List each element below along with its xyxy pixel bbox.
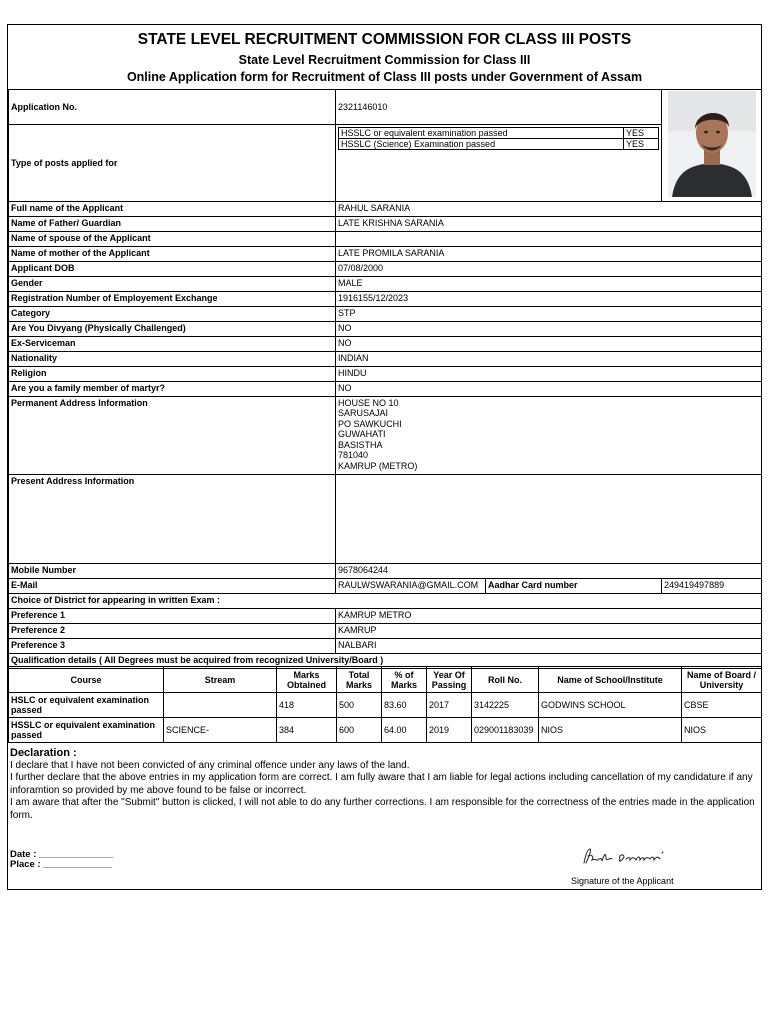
- post-name: HSSLC or equivalent examination passed: [339, 128, 624, 139]
- address-line: HOUSE NO 10: [338, 397, 399, 408]
- permanent-address-label: Permanent Address Information: [9, 396, 336, 474]
- qualification-table: [8, 666, 762, 743]
- mobile-label: Mobile Number: [9, 563, 336, 578]
- application-form: [7, 24, 762, 890]
- address-line: PO SAWKUCHI: [338, 418, 402, 429]
- field-row: [9, 246, 762, 261]
- col-header: Name of Board / University: [682, 667, 762, 693]
- qual-cell: CBSE: [682, 693, 762, 718]
- qualification-header-row: [9, 667, 762, 693]
- qual-cell: 418: [277, 693, 337, 718]
- address-line: BASISTHA: [338, 439, 383, 450]
- qual-cell: 83.60: [382, 693, 427, 718]
- field-value: HINDU: [336, 366, 762, 381]
- declaration-line: I further declare that the above entries in my application form are correct. I am fully aware that I am liable for legal actions including cancellation of my candidature if any inforamtion so provided by me above found to be false or incorrect.: [10, 772, 753, 796]
- date-field: Date : ______________: [10, 849, 114, 860]
- col-header: % of Marks: [382, 667, 427, 693]
- post-value: YES: [624, 128, 659, 139]
- post-row: [339, 128, 659, 139]
- field-value: LATE PROMILA SARANIA: [336, 246, 762, 261]
- qual-cell: 2019: [427, 718, 472, 743]
- posts-label: Type of posts applied for: [9, 125, 336, 201]
- qual-cell: NIOS: [539, 718, 682, 743]
- form-subtitle-2: Online Application form for Recruitment of Class III posts under Government of Assam: [126, 70, 643, 84]
- col-header: Year Of Passing: [427, 667, 472, 693]
- col-header: Total Marks: [337, 667, 382, 693]
- declaration-title: Declaration :: [10, 747, 77, 759]
- qual-cell: HSSLC or equivalent examination passed: [9, 718, 164, 743]
- col-header: Name of School/Institute: [539, 667, 682, 693]
- mobile-value: 9678064244: [336, 563, 762, 578]
- field-label: Are You Divyang (Physically Challenged): [9, 321, 336, 336]
- form-subtitle: State Level Recruitment Commission for Class III: [238, 53, 531, 67]
- qual-cell: 500: [337, 693, 382, 718]
- field-label: Name of Father/ Guardian: [9, 216, 336, 231]
- form-title: STATE LEVEL RECRUITMENT COMMISSION FOR CLASS III POSTS: [137, 31, 632, 48]
- field-row: [9, 321, 762, 336]
- preference-row: [9, 623, 762, 638]
- field-row: [9, 261, 762, 276]
- qual-cell: GODWINS SCHOOL: [539, 693, 682, 718]
- address-line: KAMRUP (METRO): [338, 460, 418, 471]
- qual-cell: NIOS: [682, 718, 762, 743]
- applicant-photo-image: [668, 91, 756, 197]
- present-address-label: Present Address Information: [9, 474, 336, 563]
- place-field: Place : _____________: [10, 859, 112, 870]
- field-value: INDIAN: [336, 351, 762, 366]
- field-value: RAHUL SARANIA: [336, 201, 762, 216]
- post-row: [339, 139, 659, 150]
- qual-cell: 2017: [427, 693, 472, 718]
- preference-label: Preference 3: [9, 638, 336, 653]
- field-label: Nationality: [9, 351, 336, 366]
- field-label: Registration Number of Employement Exchange: [9, 291, 336, 306]
- field-label: Full name of the Applicant: [9, 201, 336, 216]
- applicant-details-table: [8, 89, 762, 669]
- declaration-line: I am aware that after the "Submit" button is clicked, I will not able to do any further corrections. I am responsible for the correctness of the entries made in the application form.: [10, 797, 755, 821]
- signature-caption: Signature of the Applicant: [571, 876, 674, 886]
- field-label: Ex-Serviceman: [9, 336, 336, 351]
- present-address-value: [336, 474, 762, 563]
- field-row: [9, 366, 762, 381]
- address-line: GUWAHATI: [338, 429, 386, 439]
- field-row: [9, 291, 762, 306]
- field-row: [9, 201, 762, 216]
- field-label: Category: [9, 306, 336, 321]
- declaration: [10, 747, 758, 822]
- posts-table: [338, 127, 659, 150]
- field-row: [9, 381, 762, 396]
- field-value: 07/08/2000: [336, 261, 762, 276]
- col-header: Stream: [164, 667, 277, 693]
- field-value: MALE: [336, 276, 762, 291]
- qual-cell: [164, 693, 277, 718]
- permanent-address-value: [336, 396, 762, 474]
- field-row: [9, 216, 762, 231]
- application-no-label: Application No.: [9, 90, 336, 125]
- qual-cell: 384: [277, 718, 337, 743]
- district-heading: Choice of District for appearing in written Exam :: [9, 593, 762, 608]
- preference-label: Preference 1: [9, 608, 336, 623]
- qualification-row: [9, 718, 762, 743]
- field-row: [9, 351, 762, 366]
- aadhar-label: Aadhar Card number: [486, 578, 662, 593]
- field-value: STP: [336, 306, 762, 321]
- col-header: Roll No.: [472, 667, 539, 693]
- field-row: [9, 276, 762, 291]
- applicant-photo: [662, 90, 762, 202]
- field-label: Name of mother of the Applicant: [9, 246, 336, 261]
- field-row: [9, 336, 762, 351]
- address-line: SARUSAJAI: [338, 408, 389, 418]
- field-label: Are you a family member of martyr?: [9, 381, 336, 396]
- field-value: [336, 231, 762, 246]
- preference-row: [9, 638, 762, 653]
- field-value: NO: [336, 321, 762, 336]
- qual-cell: 3142225: [472, 693, 539, 718]
- qual-cell: 600: [337, 718, 382, 743]
- signature-image: [578, 845, 678, 869]
- preference-value: NALBARI: [336, 638, 762, 653]
- field-value: NO: [336, 336, 762, 351]
- col-header: Course: [9, 667, 164, 693]
- preference-label: Preference 2: [9, 623, 336, 638]
- preference-value: KAMRUP: [336, 623, 762, 638]
- email-value: RAULWSWARANIA@GMAIL.COM: [336, 578, 486, 593]
- post-value: YES: [624, 139, 659, 150]
- application-no-value: 2321146010: [336, 90, 662, 125]
- email-label: E-Mail: [9, 578, 336, 593]
- preference-value: KAMRUP METRO: [336, 608, 762, 623]
- field-label: Applicant DOB: [9, 261, 336, 276]
- preference-row: [9, 608, 762, 623]
- field-label: Gender: [9, 276, 336, 291]
- address-line: 781040: [338, 450, 369, 460]
- col-header: Marks Obtained: [277, 667, 337, 693]
- field-value: LATE KRISHNA SARANIA: [336, 216, 762, 231]
- qualification-heading: Qualification details ( All Degrees must be acquired from recognized University/Board ): [9, 653, 762, 668]
- qualification-row: [9, 693, 762, 718]
- field-row: [9, 231, 762, 246]
- aadhar-value: 249419497889: [662, 578, 762, 593]
- declaration-line: I declare that I have not been convicted of any criminal offence under any laws of the land.: [10, 759, 410, 771]
- field-value: NO: [336, 381, 762, 396]
- field-row: [9, 306, 762, 321]
- qual-cell: HSLC or equivalent examination passed: [9, 693, 164, 718]
- field-label: Name of spouse of the Applicant: [9, 231, 336, 246]
- qual-cell: 64.00: [382, 718, 427, 743]
- field-value: 1916155/12/2023: [336, 291, 762, 306]
- qual-cell: 029001183039: [472, 718, 539, 743]
- qual-cell: SCIENCE-: [164, 718, 277, 743]
- post-name: HSSLC (Science) Examination passed: [339, 139, 624, 150]
- field-label: Religion: [9, 366, 336, 381]
